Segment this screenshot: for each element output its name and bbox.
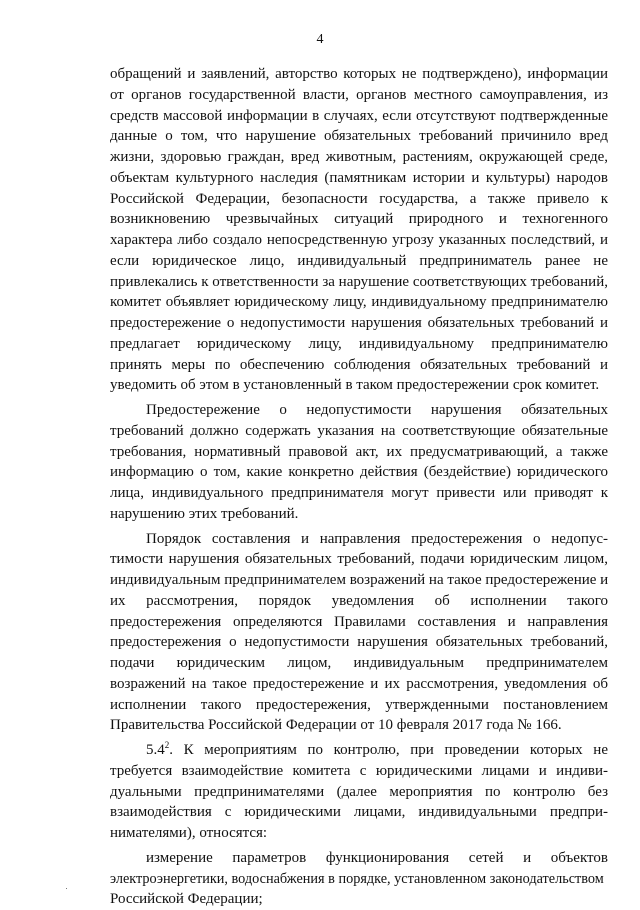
text-line: электроэнергетики, водоснабжения в порядке, установленном законодательством	[110, 870, 604, 887]
text-line: требуется взаимодействие комитета с юридическими лицами и индиви-	[110, 762, 608, 779]
text-line: нарушению этих требований.	[110, 505, 299, 522]
text-line: требования, нормативный правовой акт, их предусматривающий, а также	[110, 443, 608, 460]
text-line: информацию о том, какие конкретно действия (бездействие) юридического	[110, 464, 608, 481]
paragraph	[110, 848, 608, 910]
text-line: Правительства Российской Федерации от 10 февраля 2017 года № 166.	[110, 717, 562, 734]
text-line: жизни, здоровью граждан, вред животным, растениям, окружающей среде,	[110, 149, 608, 165]
text-line: предостережения о недопустимости нарушения обязательных требований,	[110, 634, 608, 651]
text-line: измерение параметров функционирования сетей и объектов	[146, 849, 608, 866]
text-line: подачи юридическим лицом, индивидуальным предпринимателем	[110, 655, 608, 671]
paragraph	[110, 529, 608, 737]
text-line: требований должно содержать указания на соответствующие обязательные	[110, 422, 608, 439]
page-number: 4	[316, 32, 324, 47]
text-line: предостережения определяются Правилами составления и направления	[110, 613, 608, 630]
text-line: лица, индивидуального предпринимателя могут привести или приводят к	[110, 485, 608, 501]
clause-number: 5.4	[146, 742, 165, 758]
text-line: если юридическое лицо, индивидуальный предприниматель ранее не	[110, 252, 608, 269]
text-line: нимателями), относятся:	[110, 825, 268, 841]
document-body	[110, 64, 608, 910]
text-line: уведомить об этом в установленный в таком предостережении срок комитет.	[110, 377, 600, 394]
text-line: тимости нарушения обязательных требований, подачи юридическим лицом,	[110, 551, 608, 568]
text-line: возникновению чрезвычайных ситуаций природного и техногенного	[110, 211, 608, 228]
text-line: характера либо создало непосредственную угрозу указанных последствий, и	[110, 232, 608, 248]
text-line: Российской Федерации, безопасности государства, а также привело к	[110, 190, 608, 207]
text-line: дуальными предпринимателями (далее мероприятия по контролю без	[110, 783, 608, 800]
text-line: данные о том, что нарушение обязательных требований причинило вред	[110, 128, 608, 145]
text-line: Порядок составления и направления предостережения о недопус-	[146, 530, 608, 547]
text-line: привлекались к ответственности за нарушение соответствующих требований,	[110, 273, 608, 290]
paragraph	[110, 400, 608, 525]
text-line	[110, 740, 608, 761]
text-line: предлагает юридическому лицу, индивидуальному предпринимателю	[110, 335, 608, 352]
text-line: предостережение о недопустимости нарушения обязательных требований и	[110, 315, 608, 331]
text-line: от органов государственной власти, органов местного самоуправления, из	[110, 86, 608, 103]
paragraph	[110, 740, 608, 844]
text-line: принять меры по обеспечению соблюдения обязательных требований и	[110, 356, 608, 373]
text-line: комитет объявляет юридическому лицу, индивидуальному предпринимателю	[110, 294, 608, 311]
text-line: исполнении такого предостережения, утвержденными постановлением	[110, 696, 608, 713]
text-line: Предостережение о недопустимости нарушения обязательных	[146, 402, 608, 418]
scan-speck	[66, 888, 67, 889]
text-line: возражений на такое предостережение и их рассмотрения, уведомления об	[110, 675, 608, 692]
text-line: обращений и заявлений, авторство которых не подтверждено), информации	[110, 66, 608, 82]
text-line: Российской Федерации;	[110, 891, 263, 908]
clause-text: . К мероприятиям по контролю, при проведении которых не	[169, 742, 608, 758]
text-line: средств массовой информации в случаях, если отсутствуют подтвержденные	[110, 107, 608, 124]
text-line: объектам культурного наследия (памятникам истории и культуры) народов	[110, 169, 608, 186]
text-line: индивидуальным предпринимателем возражений на такое предостережение и	[110, 572, 609, 588]
paragraph	[110, 64, 608, 396]
text-line: их рассмотрения, порядок уведомления об исполнении такого	[110, 592, 608, 609]
clause-number-superscript: 2	[164, 740, 170, 750]
text-line: взаимодействия с юридическими лицами, индивидуальными предпри-	[110, 804, 608, 821]
